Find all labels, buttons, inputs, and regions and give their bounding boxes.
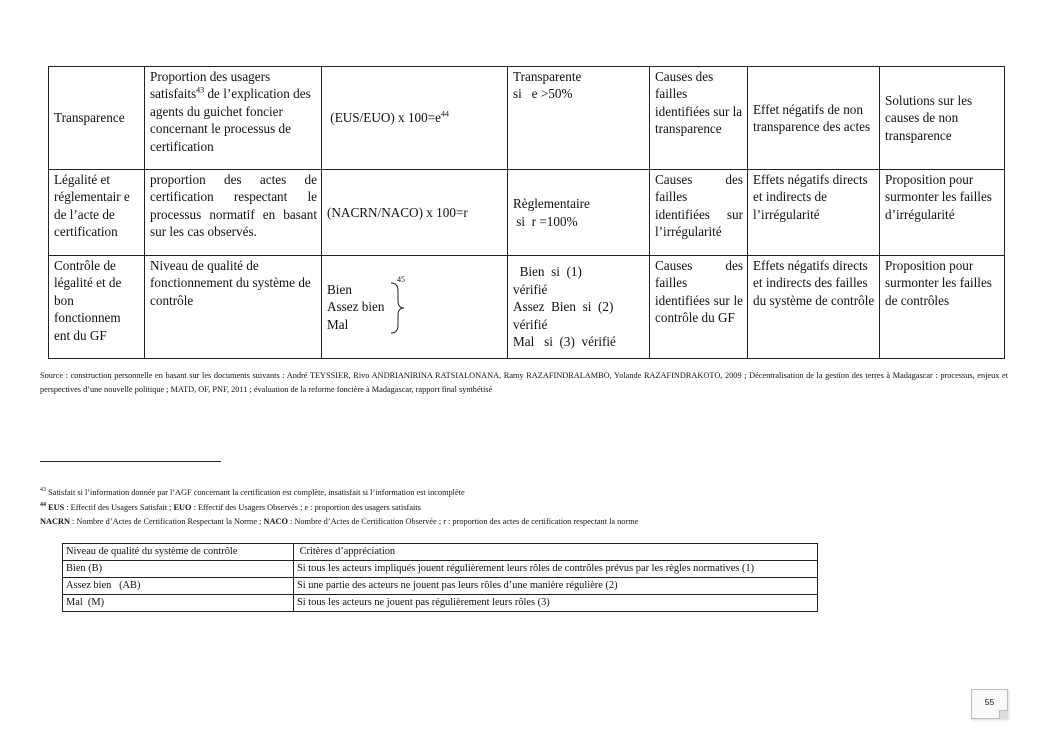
table-row bbox=[49, 256, 1005, 359]
table-cell: Contrôle de légalité et de bon fonctionnem ent du GF bbox=[49, 256, 145, 359]
table-row bbox=[49, 170, 1005, 256]
footnote-separator bbox=[40, 461, 221, 462]
table-cell: Bien si (1) vérifié Assez Bien si (2) vérifié Mal si (3) vérifié bbox=[508, 256, 650, 359]
table-row bbox=[63, 595, 818, 612]
table-cell: Bien (B) bbox=[63, 561, 294, 578]
indicator-table bbox=[48, 66, 1005, 359]
table-cell: Causes des failles identifiées sur l’irrégularité bbox=[650, 170, 748, 256]
table-cell: Solutions sur les causes de non transparence bbox=[880, 67, 1005, 170]
table-cell: Mal (M) bbox=[63, 595, 294, 612]
curly-brace-icon bbox=[389, 281, 407, 335]
table-cell: Niveau de qualité de fonctionnement du système de contrôle bbox=[145, 256, 322, 359]
footnote-44: $^{44}$ EUS : Effectif des Usagers Satisfait ; EUO : Effectif des Usagers Observés ; e : proportion des usagers satisfaits bbox=[40, 502, 421, 512]
table-cell: Si une partie des acteurs ne jouent pas leurs rôles d’une manière régulière (2) bbox=[294, 578, 818, 595]
criteria-table bbox=[62, 543, 818, 612]
footnote-ref-44[interactable]: 44 bbox=[441, 109, 450, 119]
page-curl-icon bbox=[999, 710, 1008, 719]
quality-levels: Bien Assez bien Mal 45 bbox=[327, 281, 503, 333]
table-cell: Effets négatifs directs et indirects de l’irrégularité bbox=[748, 170, 880, 256]
column-header: Niveau de qualité du système de contrôle bbox=[63, 544, 294, 561]
source-note: Source : construction personnelle en basant sur les documents suivants : André TEYSSIER, Rivo ANDRIANIRINA RATSIALONANA, Ramy RAZAFINDRALAMBO, Yolande RAZAFINDRAKOTO, 2009 ; Décentralisation de la gestion des terres à Madagascar : processus, enjeux et perspectives d’une nouvelle politique ; MATD, OF, PNF, 2011 ; évaluation de la reforme foncière à Madagascar, rapport final synthétisé bbox=[40, 371, 1008, 394]
table-cell: Si tous les acteurs impliqués jouent régulièrement leurs rôles de contrôles prévus par les règles normatives (1) bbox=[294, 561, 818, 578]
table-row bbox=[49, 67, 1005, 170]
table-cell: Proportion des usagers satisfaits$^{43}$ de l’explication des agents du guichet foncier concernant le processus de certification bbox=[145, 67, 322, 170]
footnote-ref-45[interactable]: 45 bbox=[397, 274, 405, 284]
table-cell: Proposition pour surmonter les failles de contrôles bbox=[880, 256, 1005, 359]
table-cell: proportion des actes de certification respectant le processus normatif en basant sur les cas observés. bbox=[145, 170, 322, 256]
table-cell: Proposition pour surmonter les failles d’irrégularité bbox=[880, 170, 1005, 256]
table-cell: Légalité et réglementair e de l’acte de certification bbox=[49, 170, 145, 256]
footnote-acronyms: NACRN : Nombre d’Actes de Certification Respectant la Norme ; NACO : Nombre d’Actes de Certification Observée ; r : proportion des actes de certification respectant la norme bbox=[40, 517, 639, 526]
footnote-ref-43[interactable]: 43 bbox=[196, 86, 205, 96]
table-cell: Assez bien (AB) bbox=[63, 578, 294, 595]
table-cell: Effet négatifs de non transparence des actes bbox=[748, 67, 880, 170]
table-cell: Si tous les acteurs ne jouent pas régulièrement leurs rôles (3) bbox=[294, 595, 818, 612]
table-row bbox=[63, 578, 818, 595]
table-cell: Causes des failles identifiées sur la transparence bbox=[650, 67, 748, 170]
table-cell: Causes des failles identifiées sur le contrôle du GF bbox=[650, 256, 748, 359]
table-cell: (NACRN/NACO) x 100=r bbox=[322, 170, 508, 256]
page-number: 55 bbox=[971, 689, 1008, 719]
footnote-43: $^{43}$ Satisfait si l’information donnée par l’AGF concernant la certification est complète, insatisfait si l’information est incomplète bbox=[40, 487, 465, 497]
table-cell: Règlementaire si r =100% bbox=[508, 170, 650, 256]
table-cell: Transparence bbox=[49, 67, 145, 170]
table-cell: (EUS/EUO) x $100=e^{44}$ bbox=[322, 67, 508, 170]
column-header: Critères d’appréciation bbox=[294, 544, 818, 561]
table-cell: Effets négatifs directs et indirects des failles du système de contrôle bbox=[748, 256, 880, 359]
table-cell bbox=[322, 256, 508, 359]
table-header-row bbox=[63, 544, 818, 561]
table-row bbox=[63, 561, 818, 578]
table-cell: Transparente si e >50% bbox=[508, 67, 650, 170]
